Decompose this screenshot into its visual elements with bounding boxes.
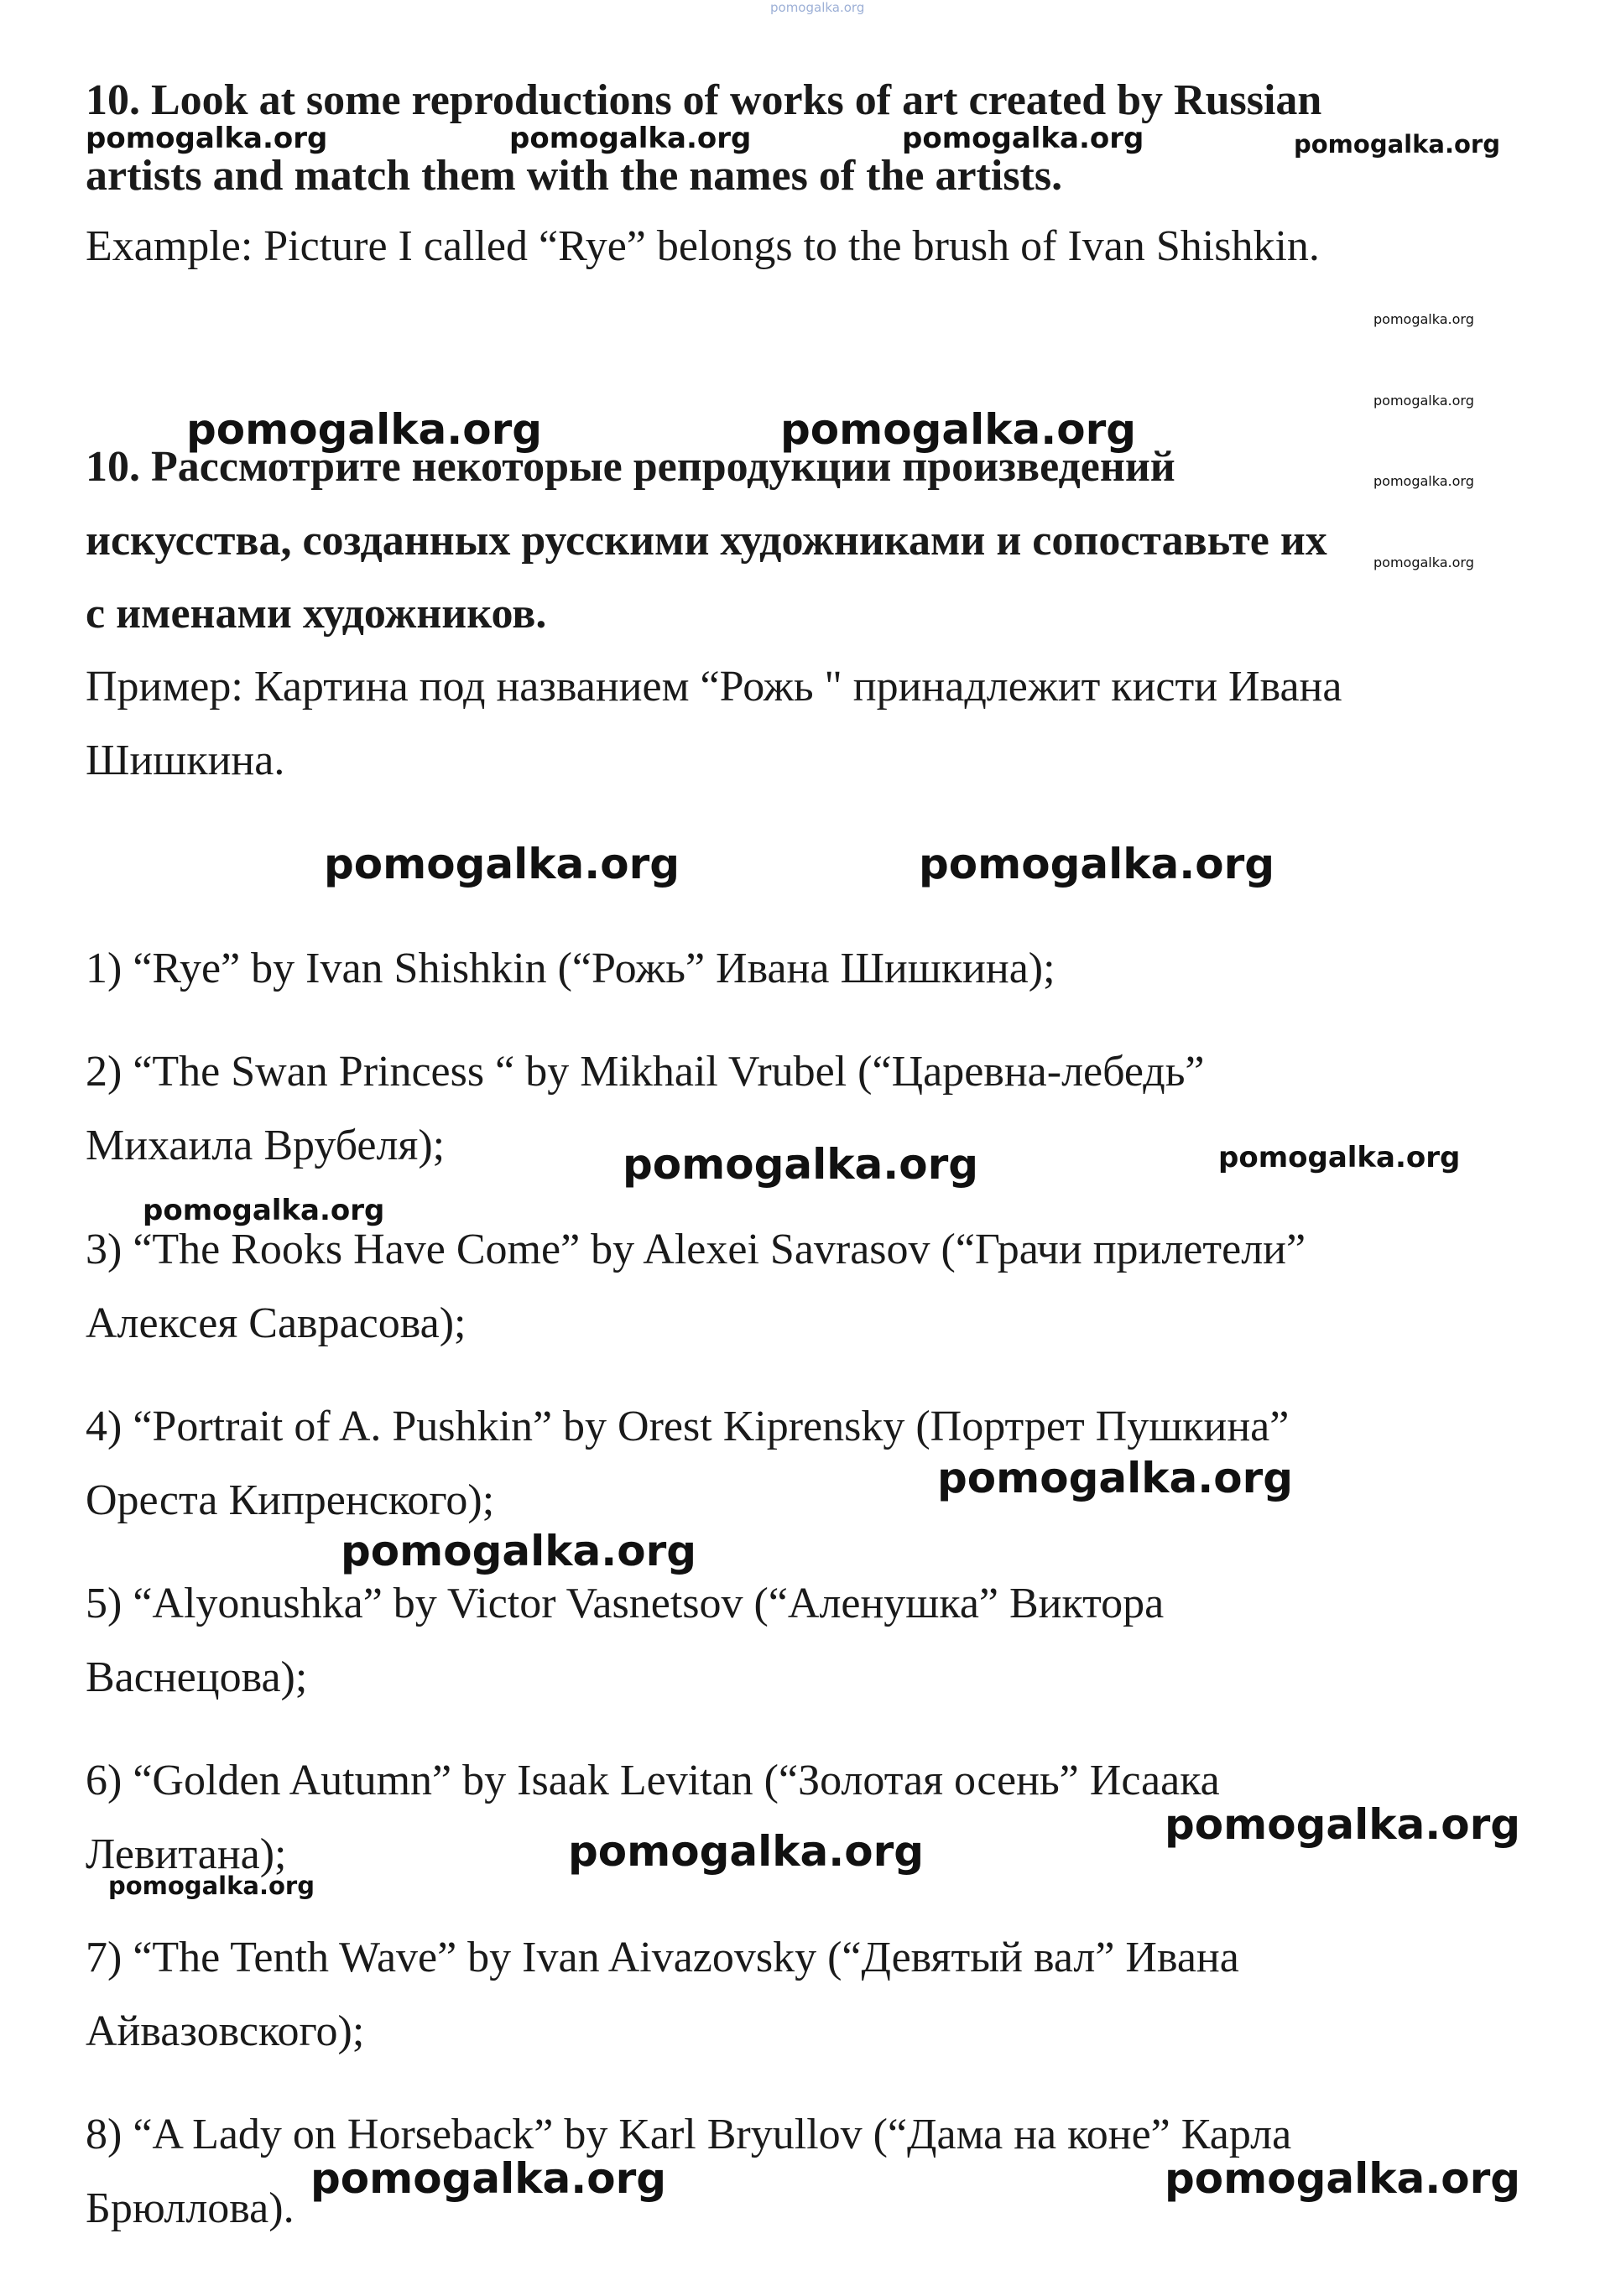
answer-2-line-2: Михаила Врубеля); [86, 1122, 446, 1169]
answer-4-line-2: Ореста Кипренского); [86, 1476, 495, 1524]
answer-7-line-1: 7) “The Tenth Wave” by Ivan Aivazovsky (“Девятый вал” Ивана [86, 1934, 1239, 1981]
watermark: pomogalka.org [143, 1194, 385, 1227]
task-en-line-2: artists and match them with the names of the artists. [86, 152, 1063, 200]
watermark: pomogalka.org [186, 405, 543, 454]
watermark: pomogalka.org [1373, 473, 1474, 489]
watermark: pomogalka.org [509, 122, 752, 155]
answer-6-line-1: 6) “Golden Autumn” by Isaak Levitan (“Золотая осень” Исаака [86, 1757, 1220, 1804]
watermark: pomogalka.org [902, 122, 1144, 155]
watermark: pomogalka.org [324, 840, 680, 888]
task-en-example: Example: Picture I called “Rye” belongs to the brush of Ivan Shishkin. [86, 222, 1320, 270]
watermark: pomogalka.org [568, 1827, 925, 1876]
watermark: pomogalka.org [770, 0, 865, 15]
task-ru-line-1: 10. Рассмотрите некоторые репродукции произведений [86, 443, 1175, 491]
answer-7-line-2: Айвазовского); [86, 2007, 365, 2055]
answer-3-line-1: 3) “The Rooks Have Come” by Alexei Savrasov (“Грачи прилетели” [86, 1226, 1306, 1273]
answer-4-line-1: 4) “Portrait of A. Pushkin” by Orest Kiprensky (Портрет Пушкина” [86, 1403, 1290, 1450]
answer-3-line-2: Алексея Саврасова); [86, 1299, 466, 1347]
watermark: pomogalka.org [341, 1527, 697, 1575]
watermark: pomogalka.org [1165, 1800, 1521, 1849]
watermark: pomogalka.org [1165, 2154, 1521, 2203]
watermark: pomogalka.org [1373, 554, 1474, 570]
watermark: pomogalka.org [780, 405, 1137, 454]
watermark: pomogalka.org [1218, 1141, 1461, 1174]
answer-1-line-1: 1) “Rye” by Ivan Shishkin (“Рожь” Ивана Шишкина); [86, 945, 1055, 992]
watermark: pomogalka.org [310, 2154, 667, 2203]
task-ru-line-3: с именами художников. [86, 590, 547, 638]
task-ru-line-2: искусства, созданных русскими художниками и сопоставьте их [86, 517, 1327, 565]
answer-2-line-1: 2) “The Swan Princess “ by Mikhail Vrubel (“Царевна-лебедь” [86, 1048, 1205, 1096]
task-en-line-1: 10. Look at some reproductions of works of art created by Russian [86, 76, 1322, 124]
answer-5-line-1: 5) “Alyonushka” by Victor Vasnetsov (“Аленушка” Виктора [86, 1580, 1165, 1627]
watermark: pomogalka.org [1373, 393, 1474, 409]
watermark: pomogalka.org [623, 1140, 979, 1189]
answer-5-line-2: Васнецова); [86, 1653, 308, 1701]
answer-8-line-2: Брюллова). [86, 2184, 294, 2232]
watermark: pomogalka.org [919, 840, 1275, 888]
watermark: pomogalka.org [937, 1454, 1294, 1502]
answer-8-line-1: 8) “A Lady on Horseback” by Karl Bryullov (“Дама на коне” Карла [86, 2111, 1292, 2158]
watermark: pomogalka.org [108, 1872, 315, 1900]
task-ru-example-1: Пример: Картина под названием “Рожь " принадлежит кисти Ивана [86, 663, 1342, 711]
task-ru-example-2: Шишкина. [86, 737, 285, 784]
watermark: pomogalka.org [1294, 130, 1500, 159]
answer-6-line-2: Левитана); [86, 1830, 287, 1878]
watermark: pomogalka.org [86, 122, 328, 155]
watermark: pomogalka.org [1373, 311, 1474, 327]
